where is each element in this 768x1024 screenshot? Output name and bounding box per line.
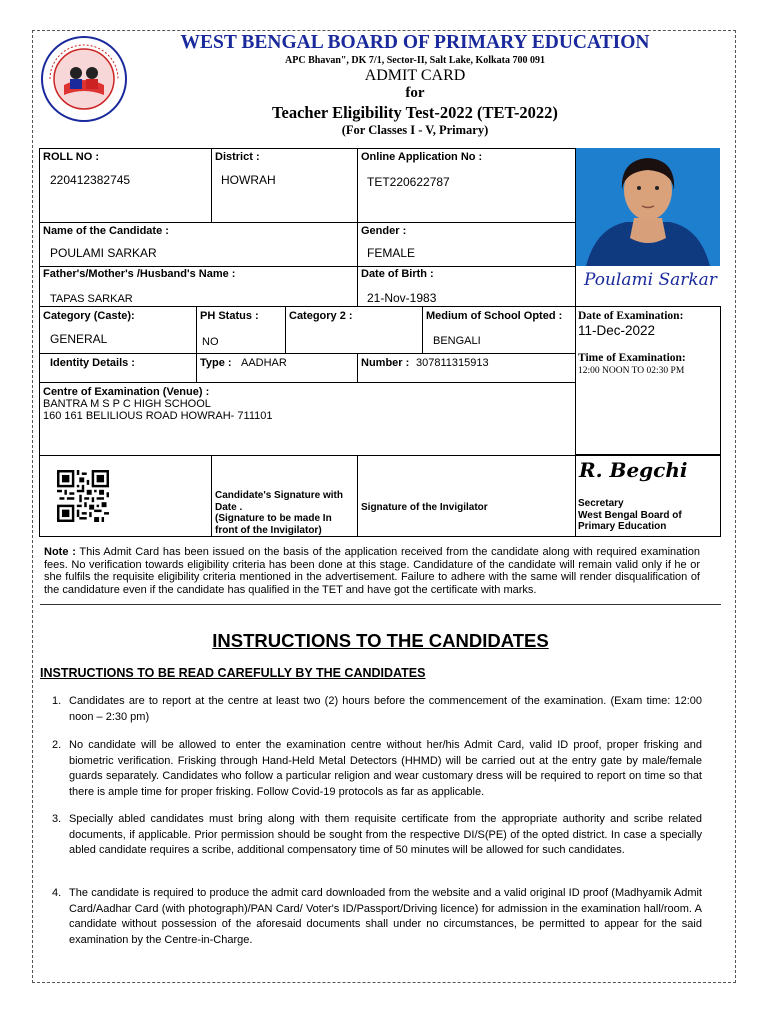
category-label: Category (Caste): bbox=[43, 310, 135, 322]
id-type-value: AADHAR bbox=[241, 357, 287, 369]
invigilator-signature-cell bbox=[357, 455, 576, 537]
divider bbox=[40, 604, 721, 605]
name-cell bbox=[39, 222, 358, 267]
board-title: WEST BENGAL BOARD OF PRIMARY EDUCATION bbox=[180, 32, 650, 53]
category-value: GENERAL bbox=[50, 332, 108, 346]
id-number-value: 307811315913 bbox=[416, 357, 489, 369]
parent-label: Father's/Mother's /Husband's Name : bbox=[43, 268, 236, 280]
identity-cell bbox=[39, 353, 197, 383]
exam-date-label: Date of Examination: bbox=[578, 310, 684, 322]
classes-subtitle: (For Classes I - V, Primary) bbox=[341, 123, 489, 137]
instruction-number: 4. bbox=[52, 887, 62, 899]
instruction-number: 2. bbox=[52, 739, 62, 751]
gender-label: Gender : bbox=[361, 225, 407, 237]
application-label: Online Application No : bbox=[361, 151, 483, 163]
candidate-sig-line1: Candidate's Signature with bbox=[215, 490, 343, 501]
candidate-signature-image bbox=[576, 266, 720, 306]
exam-time-label: Time of Examination: bbox=[578, 352, 686, 364]
instruction-item bbox=[52, 738, 702, 800]
dob-cell bbox=[357, 266, 576, 307]
instruction-text: The candidate is required to produce the admit card downloaded from the website and a valid original ID proof (Madhyamik Admit Card/Aadhar Card (with photograph)/PAN Card/ Voter's ID/Passport/Driving licence) for admission in the examination hall/room. A candidate without possession of the aforesaid documents shall under no circumstances, be permitted to appear for the said examination by the Centre-in-Charge. bbox=[69, 887, 702, 946]
ph-value: NO bbox=[202, 336, 219, 348]
instruction-item bbox=[52, 812, 702, 859]
note-label: Note : bbox=[44, 546, 76, 558]
id-type-label: Type : bbox=[200, 357, 232, 369]
medium-value: BENGALI bbox=[433, 335, 481, 347]
secretary-signature-text: R. Begchi bbox=[579, 458, 688, 482]
district-cell bbox=[211, 148, 358, 223]
secretary-line3: Primary Education bbox=[578, 521, 667, 532]
category2-cell bbox=[285, 306, 423, 354]
note-text: This Admit Card has been issued on the basis of the application received from the candidate along with required examination fees. No verification towards eligibility criteria has been done at this stage. Candidature of the candidate will remain valid only if he or she fulfils the requisite eligibility criteria mentioned in the advertisement. Failure to adhere with the same will render disqualification of the candidature even if the candidate has qualified in the TET and have got the certificate with marks. bbox=[44, 546, 700, 596]
instruction-number: 3. bbox=[52, 813, 62, 825]
venue-line1: BANTRA M S P C HIGH SCHOOL bbox=[43, 398, 211, 410]
roll-label: ROLL NO : bbox=[43, 151, 100, 163]
exam-date-value: 11-Dec-2022 bbox=[578, 323, 656, 338]
qr-code-icon bbox=[57, 470, 109, 522]
medium-cell bbox=[422, 306, 576, 354]
identity-label: Identity Details : bbox=[50, 357, 135, 369]
candidate-sig-line3: (Signature to be made In bbox=[215, 513, 332, 524]
district-label: District : bbox=[215, 151, 260, 163]
instruction-number: 1. bbox=[52, 695, 62, 707]
category-cell bbox=[39, 306, 197, 354]
venue-label: Centre of Examination (Venue) : bbox=[43, 386, 210, 398]
district-value: HOWRAH bbox=[221, 173, 276, 187]
board-address: APC Bhavan", DK 7/1, Sector-II, Salt Lake, Kolkata 700 091 bbox=[285, 55, 545, 66]
application-value: TET220622787 bbox=[367, 175, 450, 189]
instruction-item bbox=[52, 694, 702, 725]
roll-cell bbox=[39, 148, 212, 223]
venue-line2: 160 161 BELILIOUS ROAD HOWRAH- 711101 bbox=[43, 410, 273, 422]
candidate-sig-line4: front of the Invigilator) bbox=[215, 524, 322, 536]
id-type-cell bbox=[196, 353, 358, 383]
gender-value: FEMALE bbox=[367, 246, 416, 260]
ph-label: PH Status : bbox=[200, 310, 259, 322]
candidate-signature-cell bbox=[211, 455, 358, 537]
gender-cell bbox=[357, 222, 576, 267]
candidate-photo bbox=[576, 148, 720, 266]
dob-label: Date of Birth : bbox=[361, 268, 434, 280]
candidate-sig-line2: Date . bbox=[215, 501, 243, 513]
instructions-title: INSTRUCTIONS TO THE CANDIDATES bbox=[212, 630, 549, 651]
name-label: Name of the Candidate : bbox=[43, 225, 169, 237]
medium-label: Medium of School Opted : bbox=[426, 310, 563, 322]
application-cell bbox=[357, 148, 576, 223]
instruction-text: No candidate will be allowed to enter the examination centre without her/his Admit Card, valid ID proof, proper frisking and biometric verification. Frisking through Hand-Held Metal Detectors (HHMD) will be carried out at the entry gate by male/female guards separately. Candidates who follow a particular religion and wear customary dress will be required to report on time so that there is ample time for proper frisking. Follow Covid-19 protocols as far as applicable. bbox=[69, 739, 702, 798]
note-paragraph bbox=[44, 546, 700, 596]
instruction-text: Specially abled candidates must bring along with them requisite certificate from the appropriate authority and scribe related documents, if applicable. Prior permission should be sought from the respective DI/S(PE) of the opted district. In case a specially abled candidate requires a scribe, additional compensatory time of 50 minutes will be allowed for such candidates. bbox=[69, 813, 702, 856]
admit-card-heading: ADMIT CARD bbox=[364, 67, 466, 84]
invigilator-sig-label: Signature of the Invigilator bbox=[361, 502, 488, 513]
secretary-signature-cell bbox=[575, 455, 721, 537]
roll-value: 220412382745 bbox=[50, 173, 131, 187]
ph-cell bbox=[196, 306, 286, 354]
instructions-subtitle: INSTRUCTIONS TO BE READ CAREFULLY BY THE CANDIDATES bbox=[40, 666, 426, 680]
instruction-item bbox=[52, 886, 702, 948]
for-text: for bbox=[405, 85, 425, 101]
parent-value: TAPAS SARKAR bbox=[50, 293, 133, 305]
name-value: POULAMI SARKAR bbox=[50, 246, 157, 260]
secretary-line2: West Bengal Board of bbox=[578, 509, 682, 521]
parent-cell bbox=[39, 266, 358, 307]
exam-time-value: 12:00 NOON TO 02:30 PM bbox=[578, 366, 685, 376]
id-number-label: Number : bbox=[361, 357, 410, 369]
exam-schedule-cell bbox=[575, 306, 721, 455]
board-logo-icon bbox=[40, 35, 128, 123]
category2-label: Category 2 : bbox=[289, 310, 353, 322]
test-title: Teacher Eligibility Test-2022 (TET-2022) bbox=[272, 103, 558, 122]
instruction-text: Candidates are to report at the centre at least two (2) hours before the commencement of the examination. (Exam time: 12:00 noon – 2:30 pm) bbox=[69, 695, 702, 723]
id-number-cell bbox=[357, 353, 576, 383]
secretary-line1: Secretary bbox=[578, 498, 624, 509]
venue-cell bbox=[39, 382, 576, 456]
candidate-signature-text: Poulami Sarkar bbox=[584, 270, 717, 290]
dob-value: 21-Nov-1983 bbox=[367, 291, 437, 305]
